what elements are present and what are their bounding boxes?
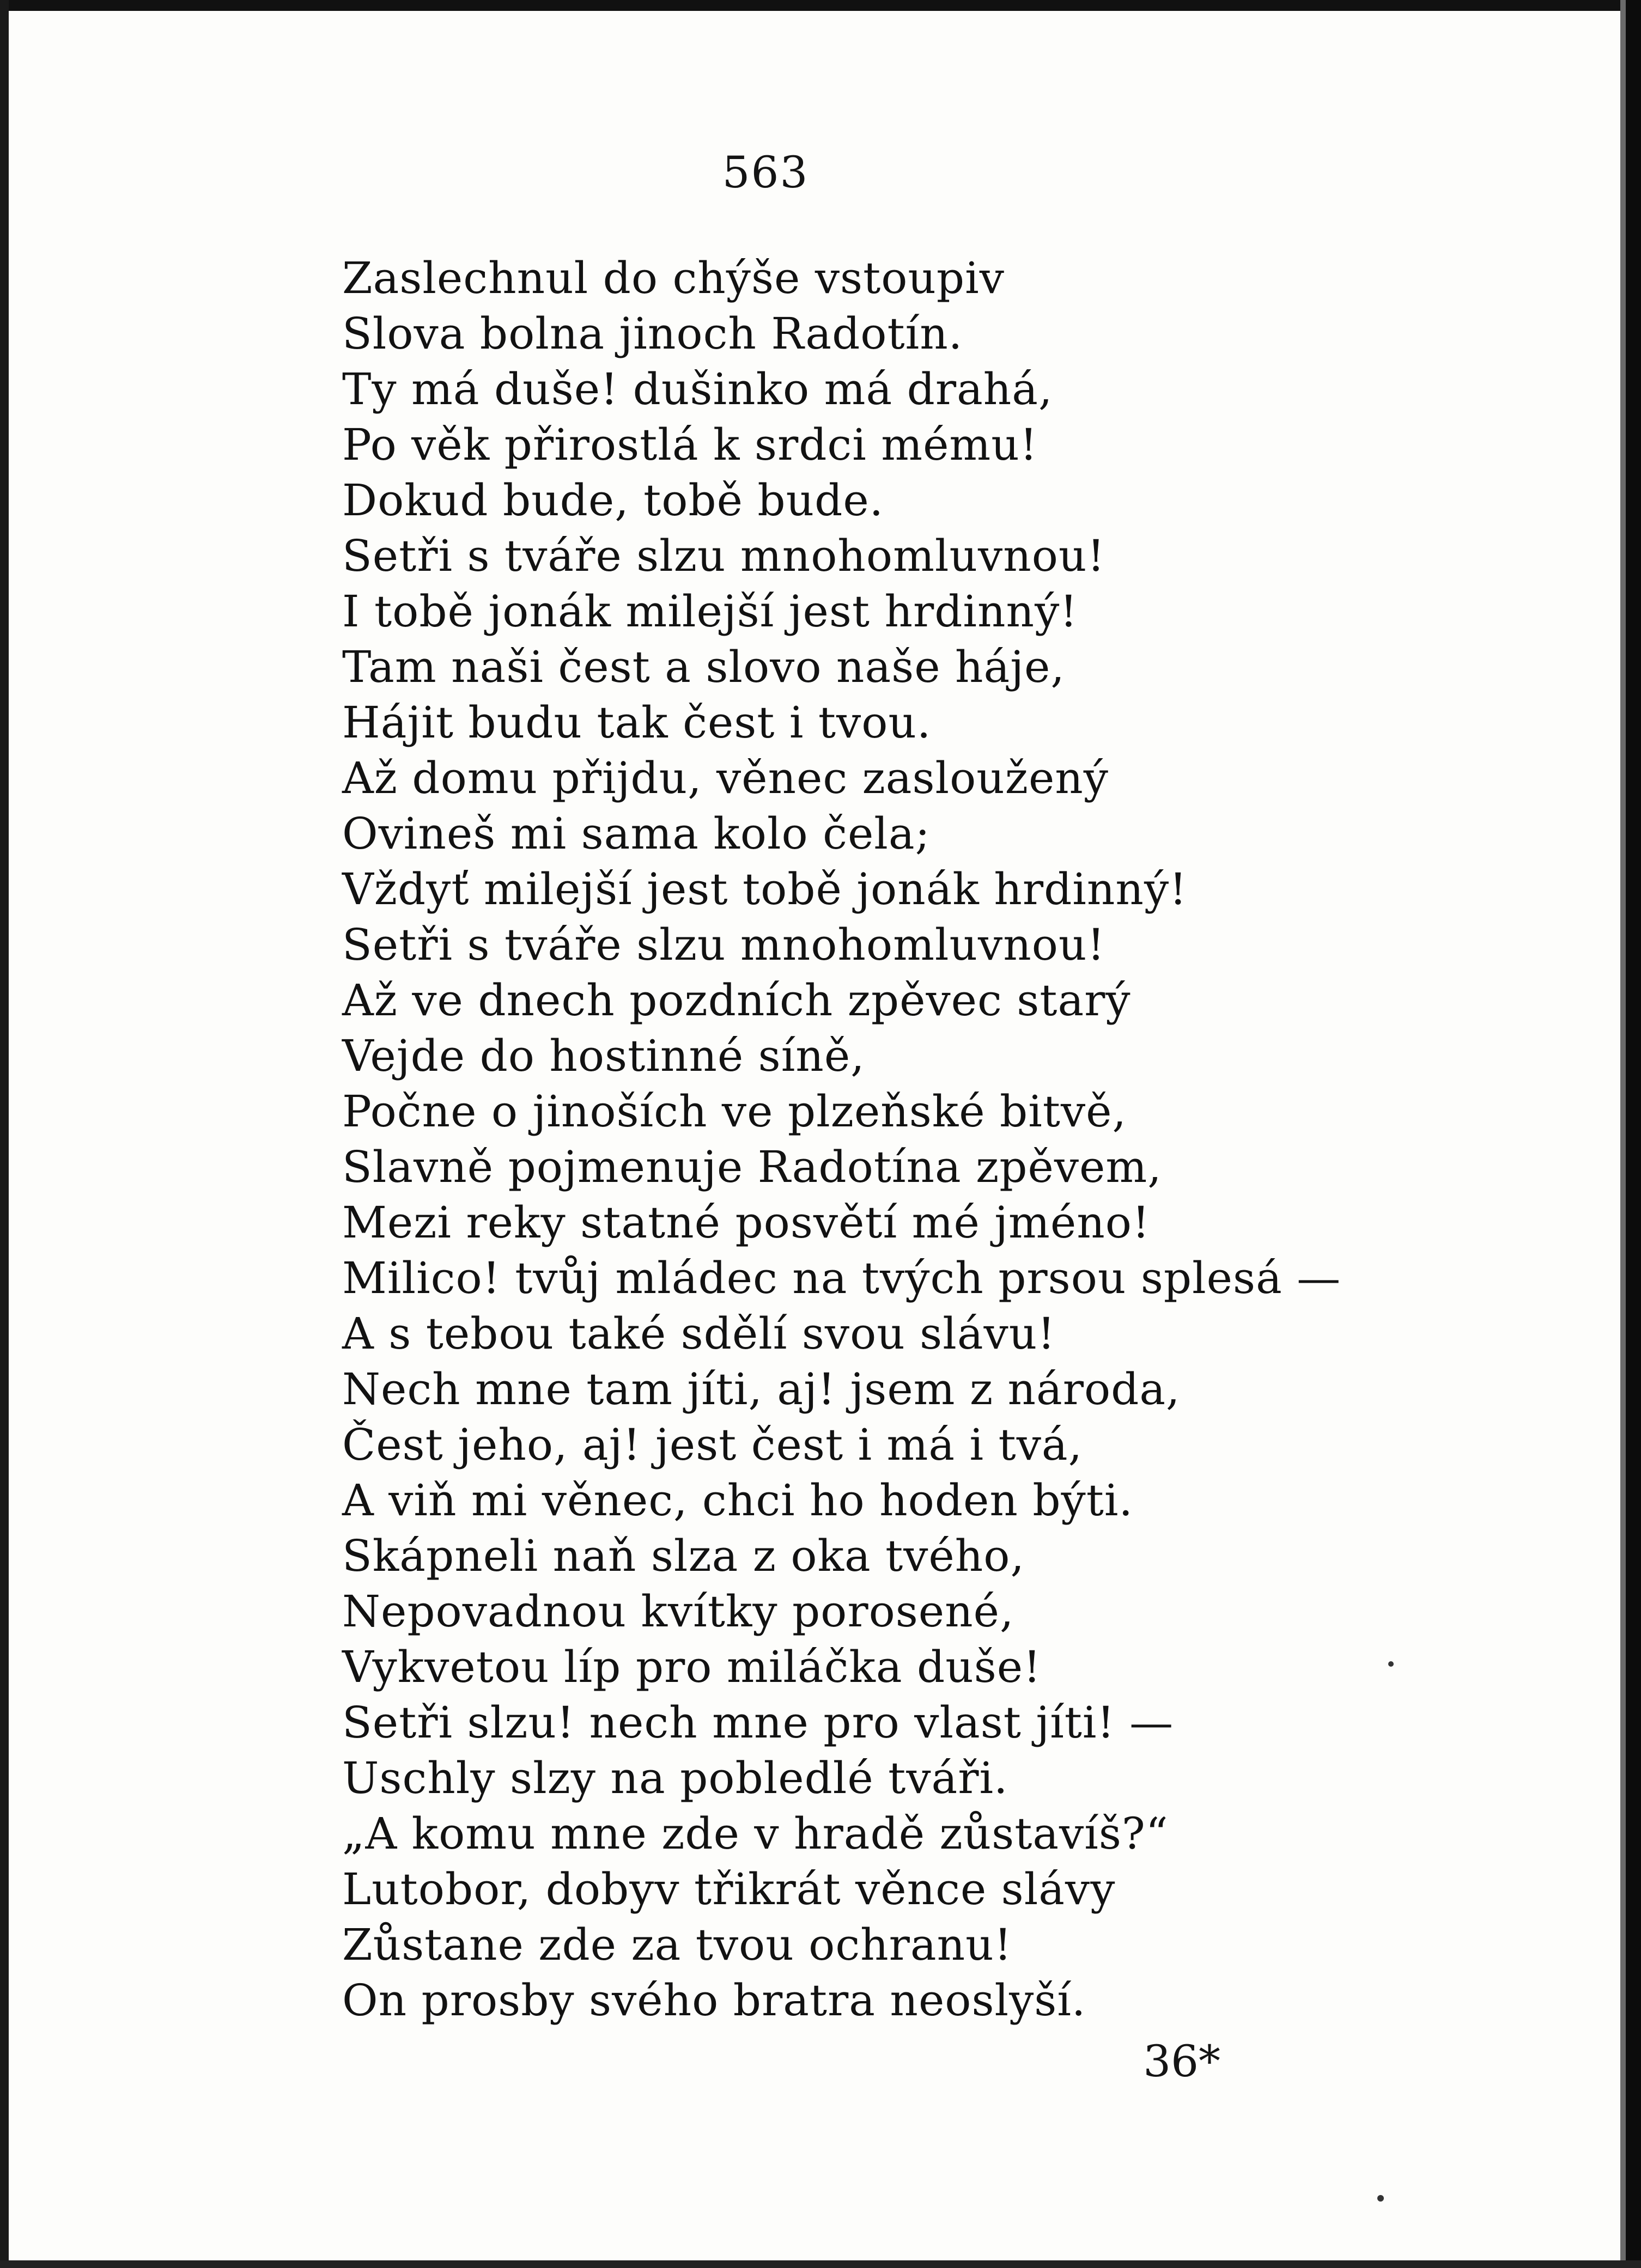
poem-line: Vejde do hostinné síně, xyxy=(342,1031,865,1081)
poem-line: Nepovadnou kvítky porosené, xyxy=(342,1586,1014,1637)
poem-line: A s tebou také sdělí svou slávu! xyxy=(342,1308,1056,1359)
scan-border-top xyxy=(0,0,1641,11)
scan-border-right-shadow xyxy=(1620,0,1626,2268)
poem-line: Čest jeho, aj! jest čest i má i tvá, xyxy=(342,1419,1083,1470)
poem-line: Ty má duše! dušinko má drahá, xyxy=(342,364,1053,414)
poem-line: Počne o jinoších ve plzeňské bitvě, xyxy=(342,1086,1127,1137)
poem-line: Až domu přijdu, věnec zasloužený xyxy=(342,753,1109,803)
poem-line: Lutobor, dobyv třikrát věnce slávy xyxy=(342,1864,1116,1915)
scan-speck xyxy=(1377,2195,1384,2202)
poem-line: Uschly slzy na pobledlé tváři. xyxy=(342,1753,1008,1803)
poem-line: Hájit budu tak čest i tvou. xyxy=(342,697,932,748)
poem-line: A viň mi věnec, chci ho hoden býti. xyxy=(342,1475,1133,1526)
poem-line: Skápneli naň slza z oka tvého, xyxy=(342,1531,1025,1581)
poem-text xyxy=(342,251,1432,2028)
poem-line: Setři slzu! nech mne pro vlast jíti! — xyxy=(342,1697,1174,1748)
poem-line: Vykvetou líp pro miláčka duše! xyxy=(342,1642,1042,1692)
poem-line: Zaslechnul do chýše vstoupiv xyxy=(342,253,1005,303)
poem-line: Mezi reky statné posvětí mé jméno! xyxy=(342,1197,1151,1248)
poem-line: Setři s tváře slzu mnohomluvnou! xyxy=(342,531,1105,581)
scan-border-left xyxy=(0,0,9,2268)
poem-line: Milico! tvůj mládec na tvých prsou splesá — xyxy=(342,1253,1341,1303)
poem-line: Nech mne tam jíti, aj! jsem z národa, xyxy=(342,1364,1181,1415)
scan-border-bottom xyxy=(0,2260,1641,2268)
poem-line: I tobě jonák milejší jest hrdinný! xyxy=(342,586,1078,637)
poem-line: Slova bolna jinoch Radotín. xyxy=(342,308,963,359)
poem-line: Setři s tváře slzu mnohomluvnou! xyxy=(342,919,1105,970)
poem-line: Zůstane zde za tvou ochranu! xyxy=(342,1919,1012,1970)
poem-line: Vždyť milejší jest tobě jonák hrdinný! xyxy=(342,864,1188,914)
poem-line: Po věk přirostlá k srdci mému! xyxy=(342,419,1038,470)
poem-line: Ovineš mi sama kolo čela; xyxy=(342,808,931,859)
poem-line: On prosby svého bratra neoslyší. xyxy=(342,1975,1086,2026)
poem-line: Tam naši čest a slovo naše háje, xyxy=(342,642,1065,692)
scan-border-right xyxy=(1626,0,1641,2268)
poem-line: „A komu mne zde v hradě zůstavíš?“ xyxy=(342,1808,1169,1859)
page-number: 563 xyxy=(722,147,809,198)
printer-signature-mark: 36* xyxy=(1143,2036,1220,2087)
poem-line: Dokud bude, tobě bude. xyxy=(342,475,884,526)
poem-line: Až ve dnech pozdních zpěvec starý xyxy=(342,975,1131,1026)
scan-speck xyxy=(1388,1661,1394,1667)
poem-line: Slavně pojmenuje Radotína zpěvem, xyxy=(342,1142,1162,1192)
